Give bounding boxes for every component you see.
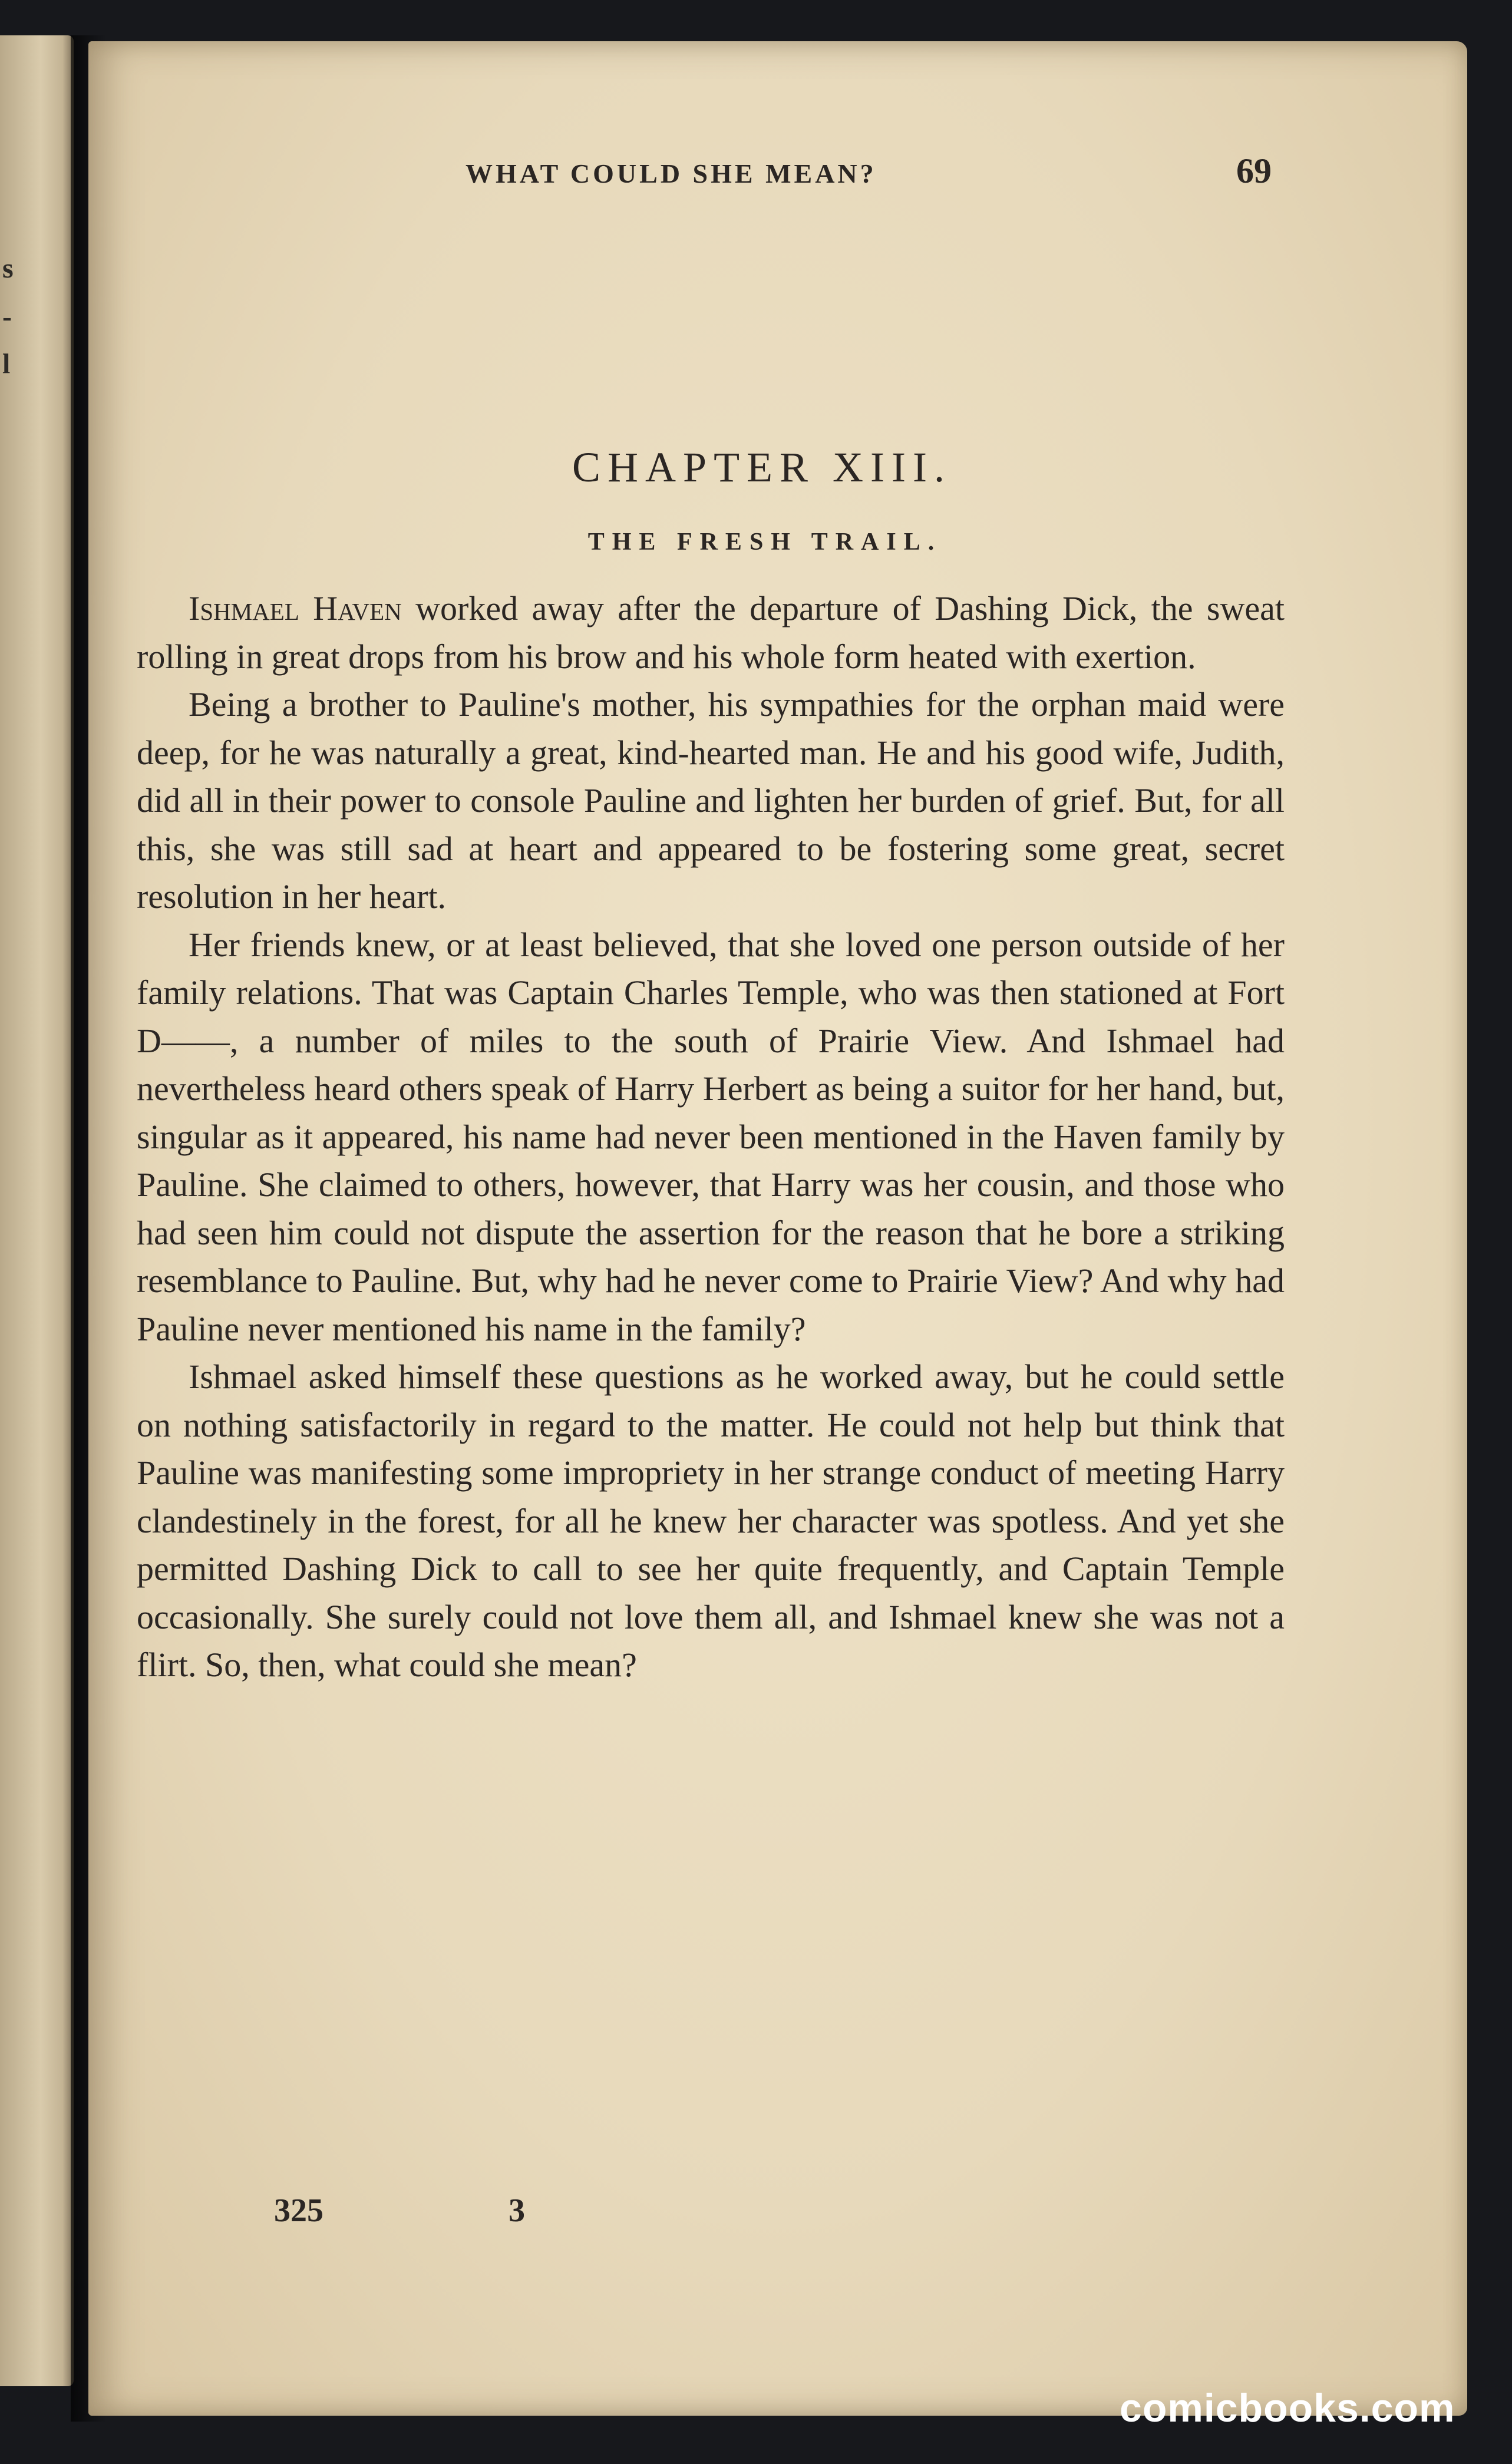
signature-number: 325 — [274, 2192, 323, 2229]
paragraph — [137, 584, 1285, 681]
previous-page-edge — [0, 35, 74, 2386]
prev-page-mark: - — [2, 301, 12, 332]
running-title: WHAT COULD SHE MEAN? — [466, 158, 877, 189]
paragraph — [137, 1353, 1285, 1689]
watermark: comicbooks.com — [1120, 2386, 1455, 2430]
paragraph — [137, 681, 1285, 921]
signature-letter: 3 — [509, 2192, 525, 2229]
prev-page-mark: l — [2, 348, 11, 379]
paragraph-text: Her friends knew, or at least believed, that she loved one person outside of her family relations. That was Captain Charles Temple, who was then stationed at Fort D——, a number of miles to the south of Prairie View. And Ishmael had nevertheless heard others speak of Harry Herbert as being a suitor for her hand, but, singular as it appeared, his name had never been mentioned in the Haven family by Pauline. She claimed to others, however, that Harry was her cousin, and those who had seen him could not dispute the assertion for the reason that he bore a striking resemblance to Pauline. But, why had he never come to Prairie View? And why had Pauline never mentioned his name in the family? — [137, 925, 1285, 1348]
chapter-subtitle: THE FRESH TRAIL. — [587, 529, 942, 556]
chapter-heading: CHAPTER XIII. — [572, 444, 952, 491]
paragraph-lead: Ishmael Haven — [189, 589, 402, 627]
paragraph — [137, 921, 1285, 1353]
chapter-body — [137, 584, 1285, 1689]
paragraph-text: Being a brother to Pauline's mother, his sympathies for the orphan maid were deep, for he was naturally a great, kind-hearted man. He and his good wife, Judith, did all in their power to console Pauline and lighten her burden of grief. But, for all this, she was still sad at heart and appeared to be fostering some great, secret resolution in her heart. — [137, 685, 1285, 916]
paragraph-text: worked away after the departure of Dashing Dick, the sweat rolling in great drops from his brow and his whole form heated with exertion. — [137, 589, 1285, 676]
prev-page-mark: s — [2, 253, 14, 284]
page-number: 69 — [1236, 151, 1272, 190]
signature-marks — [274, 2192, 525, 2230]
paragraph-text: Ishmael asked himself these questions as he worked away, but he could settle on nothing satisfactorily in regard to the matter. He could not help but think that Pauline was manifesting some impropriety in her strange conduct of meeting Harry clandestinely in the forest, for all he knew her character was spotless. And yet she permitted Dashing Dick to call to see her quite frequently, and Captain Temple occasionally. She surely could not love them all, and Ishmael knew she was not a flirt. So, then, what could she mean? — [137, 1357, 1285, 1684]
